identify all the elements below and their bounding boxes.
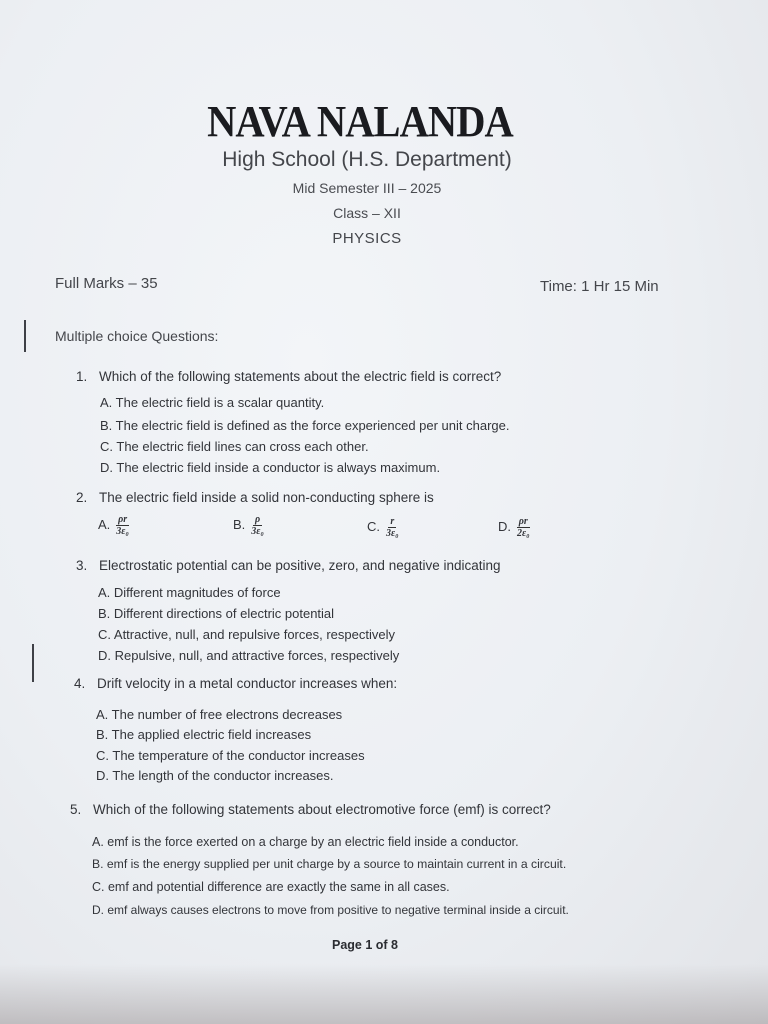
photo-shadow bbox=[0, 964, 768, 1024]
question-5 bbox=[70, 802, 551, 817]
question-3 bbox=[76, 558, 501, 573]
question-text: Which of the following statements about electromotive force (emf) is correct? bbox=[93, 802, 551, 817]
question-number: 3. bbox=[76, 558, 88, 573]
section-title: Multiple choice Questions: bbox=[55, 328, 219, 344]
fraction-option-d: D. $\frac{\rho r}{\text{2ε₀}}$ bbox=[498, 516, 530, 539]
option: D. The electric field inside a conductor is always maximum. bbox=[100, 460, 441, 475]
question-text: The electric field inside a solid non-conducting sphere is bbox=[99, 490, 434, 505]
option: C. The electric field lines can cross each other. bbox=[100, 439, 369, 454]
option: B. The applied electric field increases bbox=[96, 727, 312, 742]
option: D. Repulsive, null, and attractive forces, respectively bbox=[98, 648, 400, 663]
fraction: $\frac{\rho r}{\text{2ε₀}}$ bbox=[517, 516, 530, 539]
question-number: 5. bbox=[70, 802, 82, 817]
question-4 bbox=[74, 676, 397, 691]
exam-name: Mid Semester III – 2025 bbox=[292, 180, 442, 196]
class-line: Class – XII bbox=[333, 205, 401, 221]
option: C. The temperature of the conductor increases bbox=[96, 748, 365, 763]
option: C. Attractive, null, and repulsive forces, respectively bbox=[98, 627, 395, 642]
margin-mark bbox=[24, 320, 26, 352]
option: C. emf and potential difference are exactly the same in all cases. bbox=[92, 880, 450, 894]
question-2 bbox=[76, 490, 434, 505]
option: B. emf is the energy supplied per unit charge by a source to maintain current in a circuit. bbox=[92, 857, 567, 871]
question-number: 4. bbox=[74, 676, 86, 691]
school-name: NAVA NALANDA bbox=[207, 97, 513, 146]
question-text: Which of the following statements about the electric field is correct? bbox=[99, 369, 502, 384]
question-text: Drift velocity in a metal conductor increases when: bbox=[97, 676, 398, 691]
subject-line: PHYSICS bbox=[332, 230, 402, 247]
option: B. The electric field is defined as the force experienced per unit charge. bbox=[100, 418, 510, 433]
fraction: $\frac{r}{\text{3ε₀}}$ bbox=[386, 516, 399, 539]
time-allowed: Time: 1 Hr 15 Min bbox=[540, 278, 659, 295]
fraction-option-a: A. $\frac{\rho r}{\text{3ε₀}}$ bbox=[98, 514, 129, 537]
question-1 bbox=[76, 369, 501, 384]
option: A. The number of free electrons decreases bbox=[96, 707, 343, 722]
department-line: High School (H.S. Department) bbox=[222, 148, 512, 171]
option: D. The length of the conductor increases. bbox=[96, 768, 334, 783]
option: A. emf is the force exerted on a charge by an electric field inside a conductor. bbox=[92, 835, 519, 849]
full-marks: Full Marks – 35 bbox=[55, 275, 158, 292]
option: B. Different directions of electric potential bbox=[98, 606, 335, 621]
option: D. emf always causes electrons to move from positive to negative terminal inside a circuit. bbox=[92, 903, 569, 917]
page-number: Page 1 of 8 bbox=[332, 938, 398, 952]
fraction-option-c: C. $\frac{r}{\text{3ε₀}}$ bbox=[367, 516, 399, 539]
option: A. Different magnitudes of force bbox=[98, 585, 281, 600]
fraction: $\frac{\rho}{\text{3ε₀}}$ bbox=[251, 514, 264, 537]
margin-mark bbox=[32, 644, 34, 682]
fraction-option-b: B. $\frac{\rho}{\text{3ε₀}}$ bbox=[233, 514, 264, 537]
question-number: 1. bbox=[76, 369, 88, 384]
question-text: Electrostatic potential can be positive, zero, and negative indicating bbox=[99, 558, 501, 573]
option: A. The electric field is a scalar quantity. bbox=[100, 395, 325, 410]
question-number: 2. bbox=[76, 490, 88, 505]
fraction: $\frac{\rho r}{\text{3ε₀}}$ bbox=[116, 514, 129, 537]
